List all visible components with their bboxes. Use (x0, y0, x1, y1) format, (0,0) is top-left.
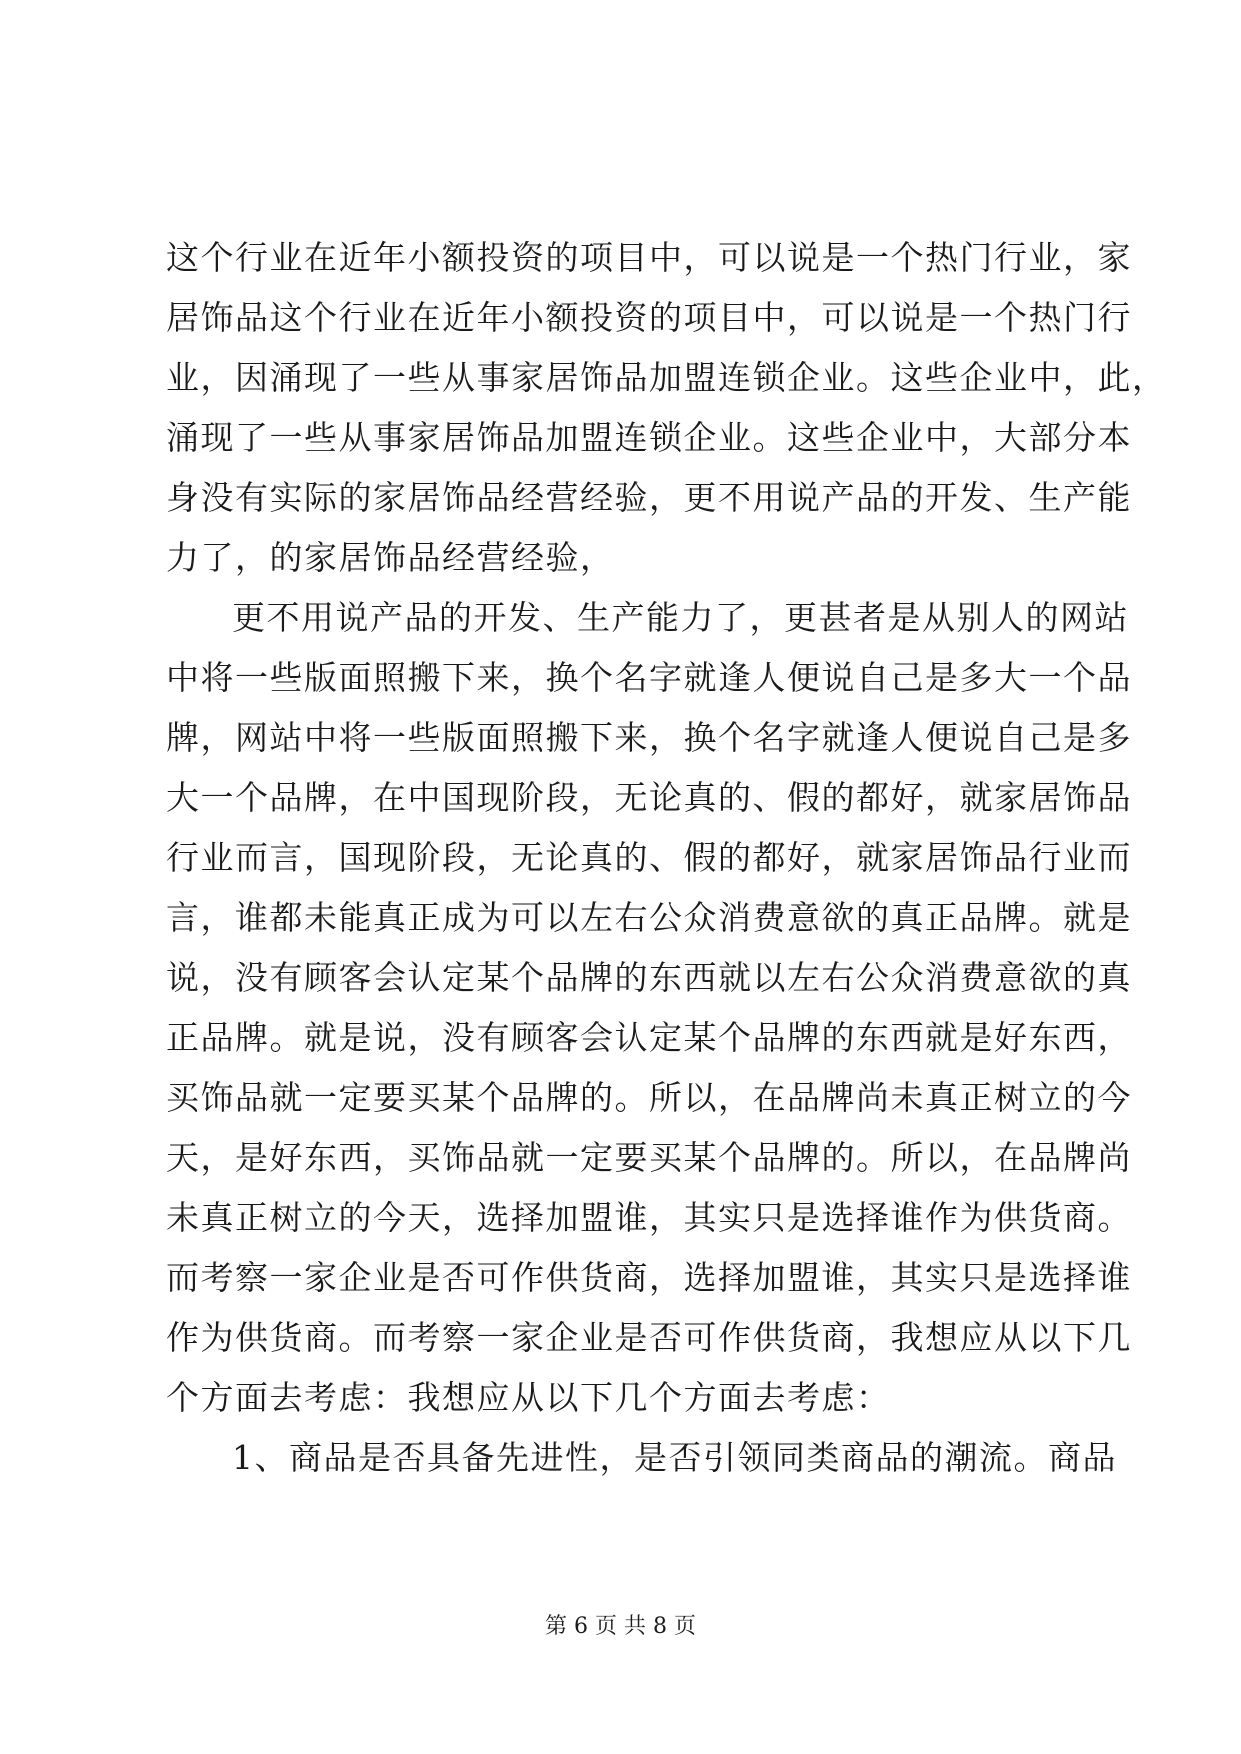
text-line: 居饰品这个行业在近年小额投资的项目中，可以说是一个热门行 (166, 298, 1132, 337)
text-line: 而考察一家企业是否可作供货商，选择加盟谁，其实只是选择谁 (166, 1258, 1132, 1297)
page-number-footer: 第 6 页 共 8 页 (545, 1614, 696, 1639)
text-line: 作为供货商。而考察一家企业是否可作供货商，我想应从以下几 (166, 1318, 1132, 1357)
text-line: 行业而言，国现阶段，无论真的、假的都好，就家居饰品行业而 (166, 838, 1132, 877)
text-line: 正品牌。就是说，没有顾客会认定某个品牌的东西就是好东西， (166, 1018, 1132, 1057)
text-line: 牌，网站中将一些版面照搬下来，换个名字就逢人便说自己是多 (166, 718, 1132, 757)
text-line: 大一个品牌，在中国现阶段，无论真的、假的都好，就家居饰品 (166, 778, 1132, 817)
text-line: 身没有实际的家居饰品经营经验，更不用说产品的开发、生产能 (166, 478, 1132, 517)
text-line: 未真正树立的今天，选择加盟谁，其实只是选择谁作为供货商。 (166, 1198, 1132, 1237)
text-line: 这个行业在近年小额投资的项目中，可以说是一个热门行业，家 (166, 238, 1132, 277)
text-line: 天，是好东西，买饰品就一定要买某个品牌的。所以，在品牌尚 (166, 1138, 1132, 1177)
text-line: 买饰品就一定要买某个品牌的。所以，在品牌尚未真正树立的今 (166, 1078, 1132, 1117)
text-line: 力了，的家居饰品经营经验， (166, 538, 615, 577)
text-line: 涌现了一些从事家居饰品加盟连锁企业。这些企业中，大部分本 (166, 418, 1132, 457)
text-line: 个方面去考虑：我想应从以下几个方面去考虑： (166, 1378, 891, 1417)
paragraph-first-line: 更不用说产品的开发、生产能力了，更甚者是从别人的网站 (232, 598, 1129, 637)
text-line: 言，谁都未能真正成为可以左右公众消费意欲的真正品牌。就是 (166, 898, 1132, 937)
text-line: 说，没有顾客会认定某个品牌的东西就以左右公众消费意欲的真 (166, 958, 1132, 997)
text-line: 业，因涌现了一些从事家居饰品加盟连锁企业。这些企业中，此， (166, 358, 1167, 397)
paragraph-first-line: 1、商品是否具备先进性，是否引领同类商品的潮流。商品 (232, 1438, 1117, 1477)
text-line: 中将一些版面照搬下来，换个名字就逢人便说自己是多大一个品 (166, 658, 1132, 697)
